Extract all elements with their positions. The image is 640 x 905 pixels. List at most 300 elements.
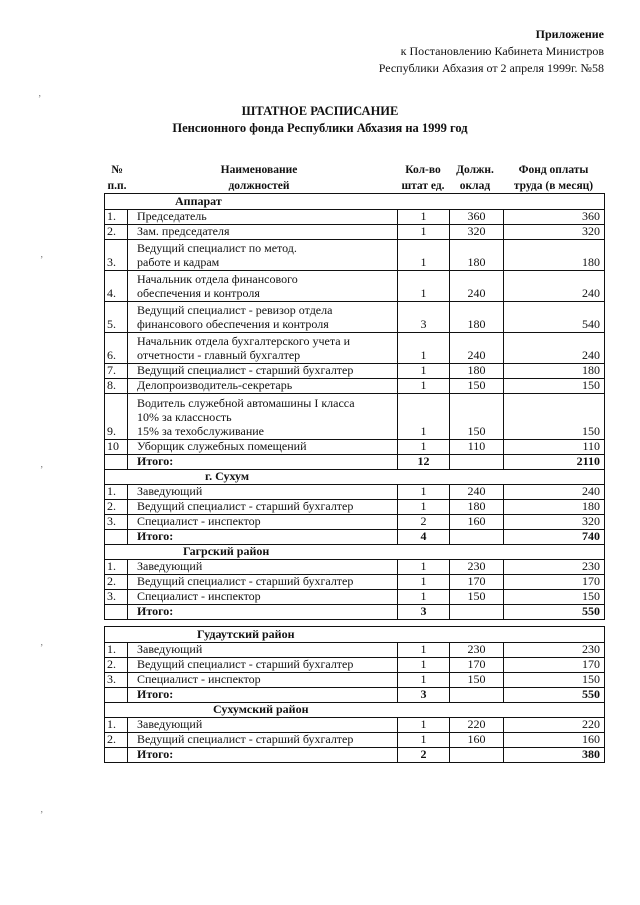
position-name-cell	[127, 673, 397, 687]
position-name-line: Заведующий	[137, 484, 203, 498]
total-salary-cell	[449, 748, 503, 762]
position-name-line: Начальник отдела бухгалтерского учета и	[137, 334, 351, 348]
row-number-text: 3.	[107, 255, 116, 269]
payroll-fund-text: 240	[582, 286, 600, 300]
staff-count	[397, 302, 449, 332]
row-number-text: 2.	[107, 499, 116, 513]
salary-text: 160	[467, 732, 486, 746]
total-num-cell	[105, 748, 127, 762]
salary	[449, 673, 503, 687]
total-count	[397, 688, 449, 702]
payroll-fund	[503, 333, 604, 363]
payroll-fund	[503, 560, 604, 574]
row-number	[105, 225, 127, 239]
section-title: Гагрский район	[183, 544, 270, 558]
column-header-name: Наименование должностей	[220, 164, 298, 192]
position-name	[137, 241, 394, 269]
salary-text: 230	[467, 559, 486, 573]
position-name-line: финансового обеспечения и контроля	[137, 317, 329, 331]
scan-mark: ʼ	[40, 810, 44, 821]
row-number	[105, 210, 127, 224]
row-number	[105, 515, 127, 529]
table-row	[105, 559, 604, 574]
position-name-cell	[127, 560, 397, 574]
staff-count-text: 1	[420, 574, 427, 588]
total-label	[127, 605, 397, 619]
payroll-fund	[503, 302, 604, 332]
position-name-line: Ведущий специалист - старший бухгалтер	[137, 732, 354, 746]
total-row	[105, 529, 604, 544]
salary-text: 320	[467, 224, 486, 238]
table-row	[105, 301, 604, 332]
payroll-fund-text: 320	[582, 224, 600, 238]
position-name-line: Специалист - инспектор	[137, 514, 261, 528]
appendix-line-2: Республики Абхазия от 2 апреля 1999г. №58	[378, 61, 604, 75]
staff-count	[397, 333, 449, 363]
total-label-text: Итого:	[137, 454, 174, 468]
staff-table-part-2	[104, 626, 605, 763]
payroll-fund	[503, 485, 604, 499]
payroll-fund	[503, 673, 604, 687]
position-name-cell	[127, 643, 397, 657]
row-number-text: 4.	[107, 286, 116, 300]
staff-count-text: 1	[420, 499, 427, 513]
table-row	[105, 378, 604, 393]
payroll-fund-text: 180	[582, 255, 600, 269]
total-count	[397, 455, 449, 469]
staff-count-text: 1	[420, 589, 427, 603]
position-name-cell	[127, 500, 397, 514]
scan-mark: ʼ	[38, 94, 42, 105]
position-name-cell	[127, 394, 397, 439]
position-name-line: Ведущий специалист - старший бухгалтер	[137, 363, 354, 377]
staff-count	[397, 658, 449, 672]
section-title: Гудаутский район	[197, 627, 295, 641]
position-name-line: Специалист - инспектор	[137, 589, 261, 603]
row-number	[105, 485, 127, 499]
payroll-fund-text: 240	[582, 484, 600, 498]
total-row	[105, 454, 604, 469]
document-title: ШТАТНОЕ РАСПИСАНИЕ	[241, 104, 399, 118]
total-fund-text: 550	[582, 687, 600, 701]
total-label	[127, 455, 397, 469]
staff-count	[397, 718, 449, 732]
staff-count	[397, 210, 449, 224]
staff-count	[397, 364, 449, 378]
position-name-line: 10% за классность	[137, 410, 232, 424]
payroll-fund-text: 240	[582, 348, 600, 362]
position-name	[137, 272, 394, 300]
position-name-cell	[127, 515, 397, 529]
position-name-line: 15% за техобслуживание	[137, 424, 264, 438]
position-name-line: Делопроизводитель-секретарь	[137, 378, 293, 392]
position-name-cell	[127, 271, 397, 301]
total-label	[127, 530, 397, 544]
salary-text: 150	[467, 589, 486, 603]
position-name-cell	[127, 240, 397, 270]
salary-text: 170	[467, 657, 486, 671]
row-number-text: 2.	[107, 224, 116, 238]
salary	[449, 364, 503, 378]
position-name-cell	[127, 575, 397, 589]
position-name	[137, 303, 394, 331]
row-number	[105, 673, 127, 687]
position-name	[137, 672, 394, 686]
scan-mark: ʼ	[40, 643, 44, 654]
payroll-fund-text: 180	[582, 363, 600, 377]
table-row	[105, 363, 604, 378]
table-row	[105, 642, 604, 657]
salary-text: 230	[467, 642, 486, 656]
total-num-cell	[105, 605, 127, 619]
row-number	[105, 240, 127, 270]
salary	[449, 590, 503, 604]
salary	[449, 333, 503, 363]
table-row	[105, 574, 604, 589]
payroll-fund-text: 150	[582, 424, 600, 438]
row-number-text: 1.	[107, 559, 116, 573]
position-name-cell	[127, 718, 397, 732]
total-fund-text: 380	[582, 747, 600, 761]
payroll-fund-text: 170	[582, 657, 600, 671]
table-row	[105, 514, 604, 529]
position-name-line: Заведующий	[137, 717, 203, 731]
staff-count	[397, 440, 449, 454]
position-name	[137, 717, 394, 731]
total-salary-cell	[449, 530, 503, 544]
position-name-line: Водитель служебной автомашины I класса	[137, 396, 355, 410]
section-header	[105, 627, 604, 642]
staff-count-text: 1	[420, 363, 427, 377]
payroll-fund	[503, 364, 604, 378]
position-name-cell	[127, 733, 397, 747]
position-name-line: Ведущий специалист - старший бухгалтер	[137, 499, 354, 513]
salary-text: 150	[467, 672, 486, 686]
salary	[449, 302, 503, 332]
position-name-line: работе и кадрам	[137, 255, 220, 269]
payroll-fund-text: 540	[582, 317, 600, 331]
salary-text: 240	[467, 286, 486, 300]
table-row	[105, 239, 604, 270]
total-fund	[503, 688, 604, 702]
total-fund	[503, 455, 604, 469]
salary	[449, 560, 503, 574]
table-row	[105, 393, 604, 439]
position-name-cell	[127, 210, 397, 224]
staff-count-text: 1	[420, 424, 427, 438]
total-label-text: Итого:	[137, 604, 174, 618]
staff-count	[397, 271, 449, 301]
row-number-text: 7.	[107, 363, 116, 377]
position-name-line: Председатель	[137, 209, 207, 223]
total-label-text: Итого:	[137, 687, 174, 701]
staff-count-text: 1	[420, 224, 427, 238]
staff-count	[397, 733, 449, 747]
salary	[449, 485, 503, 499]
section-header	[105, 469, 604, 484]
payroll-fund	[503, 515, 604, 529]
payroll-fund-text: 170	[582, 574, 600, 588]
staff-count-text: 1	[420, 672, 427, 686]
staff-count	[397, 673, 449, 687]
row-number-text: 3.	[107, 672, 116, 686]
payroll-fund	[503, 658, 604, 672]
table-row	[105, 270, 604, 301]
staff-count-text: 1	[420, 642, 427, 656]
row-number-text: 8.	[107, 378, 116, 392]
total-label	[127, 748, 397, 762]
position-name	[137, 439, 394, 453]
salary	[449, 733, 503, 747]
position-name-cell	[127, 364, 397, 378]
total-fund-text: 550	[582, 604, 600, 618]
table-row	[105, 657, 604, 672]
total-count-text: 3	[420, 604, 427, 618]
payroll-fund	[503, 643, 604, 657]
salary-text: 110	[467, 439, 486, 453]
payroll-fund-text: 230	[582, 559, 600, 573]
salary-text: 240	[467, 484, 486, 498]
payroll-fund-text: 160	[582, 732, 600, 746]
position-name	[137, 732, 394, 746]
position-name	[137, 657, 394, 671]
position-name-cell	[127, 440, 397, 454]
row-number-text: 10	[107, 439, 119, 453]
position-name-line: Ведущий специалист - ревизор отдела	[137, 303, 333, 317]
row-number-text: 2.	[107, 732, 116, 746]
table-row	[105, 499, 604, 514]
total-salary-cell	[449, 605, 503, 619]
payroll-fund-text: 320	[582, 514, 600, 528]
total-fund-text: 740	[582, 529, 600, 543]
total-num-cell	[105, 688, 127, 702]
salary	[449, 575, 503, 589]
staff-count-text: 1	[420, 717, 427, 731]
position-name	[137, 642, 394, 656]
total-row	[105, 687, 604, 702]
row-number	[105, 302, 127, 332]
salary-text: 150	[467, 424, 486, 438]
payroll-fund-text: 150	[582, 378, 600, 392]
staff-count-text: 1	[420, 255, 427, 269]
position-name-line: Зам. председателя	[137, 224, 230, 238]
position-name-line: Ведущий специалист - старший бухгалтер	[137, 574, 354, 588]
table-row	[105, 589, 604, 604]
table-row	[105, 209, 604, 224]
position-name-line: Заведующий	[137, 642, 203, 656]
row-number-text: 3.	[107, 589, 116, 603]
payroll-fund	[503, 225, 604, 239]
appendix-title: Приложение	[535, 27, 604, 41]
total-fund	[503, 530, 604, 544]
payroll-fund-text: 180	[582, 499, 600, 513]
staff-count	[397, 225, 449, 239]
row-number	[105, 500, 127, 514]
row-number-text: 2.	[107, 657, 116, 671]
row-number-text: 1.	[107, 717, 116, 731]
total-count	[397, 605, 449, 619]
payroll-fund	[503, 440, 604, 454]
payroll-fund	[503, 500, 604, 514]
document-heading	[0, 103, 640, 137]
staff-count-text: 1	[420, 732, 427, 746]
salary-text: 180	[467, 317, 486, 331]
staff-count-text: 1	[420, 559, 427, 573]
total-fund	[503, 748, 604, 762]
section-header	[105, 194, 604, 209]
row-number-text: 9.	[107, 424, 116, 438]
salary	[449, 515, 503, 529]
position-name-line: отчетности - главный бухгалтер	[137, 348, 301, 362]
position-name	[137, 499, 394, 513]
total-row	[105, 747, 604, 762]
salary-text: 170	[467, 574, 486, 588]
staff-count	[397, 500, 449, 514]
scan-mark: ʼ	[40, 255, 44, 266]
staff-count-text: 1	[420, 378, 427, 392]
table-header	[104, 162, 605, 196]
section-header	[105, 544, 604, 559]
position-name	[137, 363, 394, 377]
row-number	[105, 718, 127, 732]
staff-table-part-1	[104, 193, 605, 620]
salary-text: 150	[467, 378, 486, 392]
table-row	[105, 484, 604, 499]
position-name	[137, 514, 394, 528]
payroll-fund-text: 360	[582, 209, 600, 223]
position-name-cell	[127, 302, 397, 332]
payroll-fund	[503, 379, 604, 393]
total-count-text: 4	[420, 529, 427, 543]
document-subtitle: Пенсионного фонда Республики Абхазия на 1999 год	[172, 121, 468, 135]
row-number-text: 1.	[107, 484, 116, 498]
position-name	[137, 559, 394, 573]
row-number	[105, 394, 127, 439]
table-row	[105, 717, 604, 732]
table-row	[105, 439, 604, 454]
total-count-text: 2	[420, 747, 427, 761]
total-label-text: Итого:	[137, 529, 174, 543]
total-count	[397, 530, 449, 544]
total-num-cell	[105, 455, 127, 469]
salary	[449, 658, 503, 672]
staff-count-text: 1	[420, 657, 427, 671]
staff-count	[397, 590, 449, 604]
salary	[449, 210, 503, 224]
column-header-salary: Должн. оклад	[456, 164, 494, 192]
staff-count	[397, 394, 449, 439]
total-salary-cell	[449, 688, 503, 702]
staff-count	[397, 643, 449, 657]
total-count-text: 12	[417, 454, 430, 468]
staff-count	[397, 240, 449, 270]
row-number	[105, 733, 127, 747]
staff-count-text: 2	[420, 514, 427, 528]
position-name	[137, 484, 394, 498]
salary	[449, 440, 503, 454]
staff-count	[397, 515, 449, 529]
position-name	[137, 209, 394, 223]
row-number	[105, 590, 127, 604]
salary-text: 240	[467, 348, 486, 362]
scan-mark: ʼ	[40, 465, 44, 476]
staff-count-text: 1	[420, 286, 427, 300]
position-name-line: Начальник отдела финансового	[137, 272, 298, 286]
row-number	[105, 575, 127, 589]
position-name-cell	[127, 379, 397, 393]
table-row	[105, 332, 604, 363]
payroll-fund	[503, 718, 604, 732]
table-row	[105, 732, 604, 747]
position-name-cell	[127, 225, 397, 239]
staff-count	[397, 560, 449, 574]
position-name-line: Ведущий специалист по метод.	[137, 241, 297, 255]
staff-count-text: 1	[420, 484, 427, 498]
table-row	[105, 224, 604, 239]
payroll-fund-text: 150	[582, 589, 600, 603]
staff-count-text: 1	[420, 348, 427, 362]
salary-text: 360	[467, 209, 486, 223]
position-name	[137, 589, 394, 603]
appendix-note	[379, 26, 604, 77]
row-number	[105, 364, 127, 378]
appendix-line-1: к Постановлению Кабинета Министров	[400, 44, 604, 58]
payroll-fund-text: 110	[582, 439, 600, 453]
position-name	[137, 574, 394, 588]
row-number	[105, 658, 127, 672]
row-number	[105, 440, 127, 454]
payroll-fund	[503, 590, 604, 604]
staff-count-text: 1	[420, 209, 427, 223]
position-name	[137, 378, 394, 392]
payroll-fund	[503, 271, 604, 301]
total-row	[105, 604, 604, 619]
position-name	[137, 396, 394, 438]
position-name-line: Заведующий	[137, 559, 203, 573]
staff-count	[397, 485, 449, 499]
payroll-fund-text: 220	[582, 717, 600, 731]
row-number-text: 3.	[107, 514, 116, 528]
position-name-cell	[127, 485, 397, 499]
section-title: Аппарат	[175, 194, 222, 208]
payroll-fund-text: 230	[582, 642, 600, 656]
staff-count	[397, 575, 449, 589]
total-count	[397, 748, 449, 762]
position-name-cell	[127, 333, 397, 363]
salary	[449, 500, 503, 514]
section-header	[105, 702, 604, 717]
salary-text: 220	[467, 717, 486, 731]
table-row	[105, 672, 604, 687]
section-title: Сухумский район	[213, 702, 309, 716]
section-title: г. Сухум	[205, 469, 250, 483]
salary-text: 180	[467, 499, 486, 513]
payroll-fund	[503, 733, 604, 747]
salary	[449, 240, 503, 270]
row-number	[105, 379, 127, 393]
staff-count-text: 3	[420, 317, 427, 331]
total-fund	[503, 605, 604, 619]
row-number	[105, 560, 127, 574]
row-number	[105, 333, 127, 363]
position-name	[137, 224, 394, 238]
salary	[449, 643, 503, 657]
position-name-line: Ведущий специалист - старший бухгалтер	[137, 657, 354, 671]
salary	[449, 225, 503, 239]
payroll-fund-text: 150	[582, 672, 600, 686]
salary	[449, 718, 503, 732]
staff-count-text: 1	[420, 439, 427, 453]
